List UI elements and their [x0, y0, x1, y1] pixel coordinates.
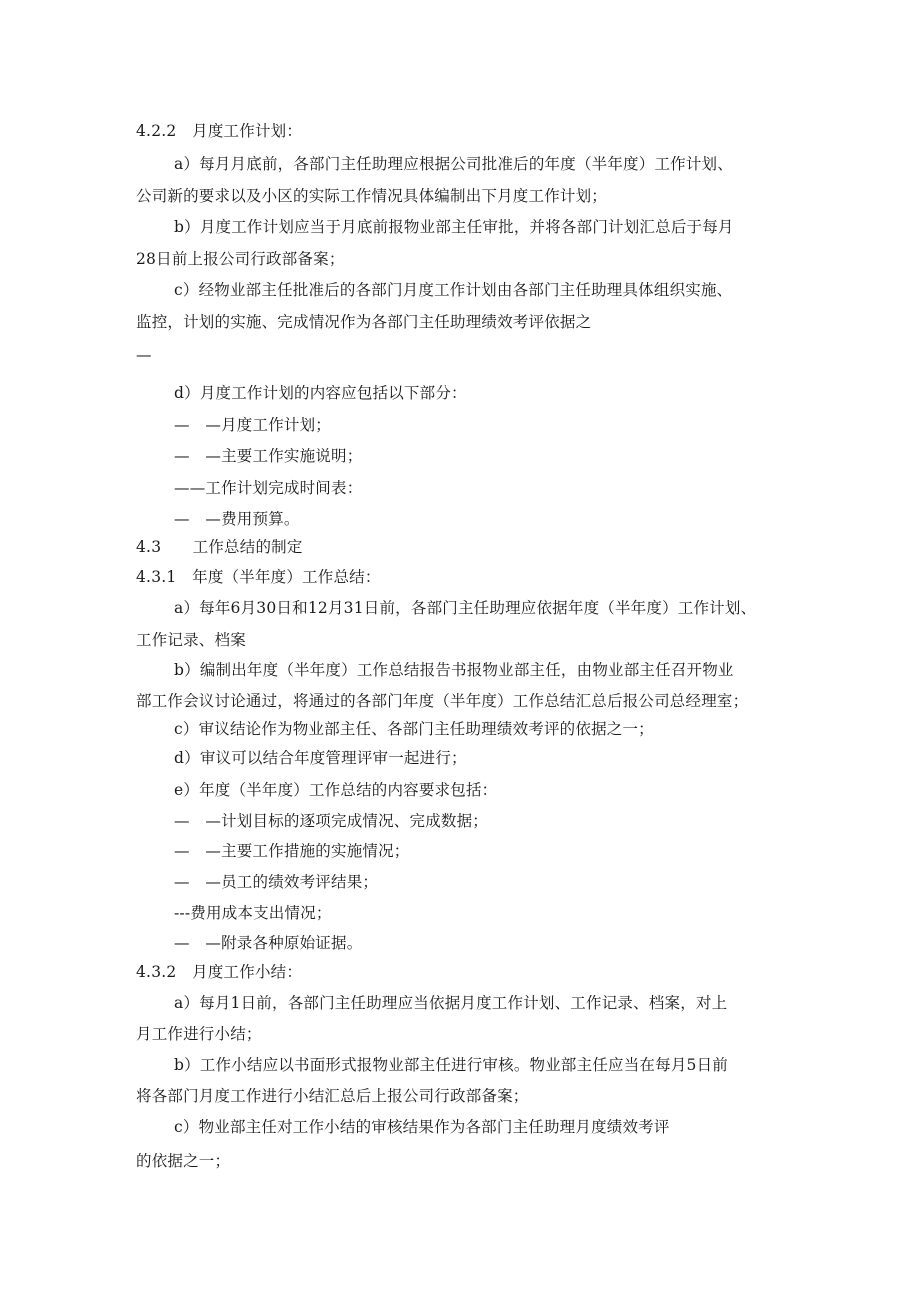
paragraph-line: 的依据之一；	[136, 1152, 231, 1170]
paragraph-line: e）年度（半年度）工作总结的内容要求包括：	[174, 781, 498, 799]
paragraph-line: a）每月月底前，各部门主任助理应根据公司批准后的年度（半年度）工作计划、	[174, 155, 733, 173]
paragraph-line: b）编制出年度（半年度）工作总结报告书报物业部主任，由物业部主任召开物业	[174, 661, 734, 679]
list-item: ---费用成本支出情况；	[174, 904, 332, 922]
list-item: — —附录各种原始证据。	[174, 934, 363, 952]
paragraph-line: 公司新的要求以及小区的实际工作情况具体编制出下月度工作计划；	[136, 187, 608, 205]
paragraph-line: 月工作进行小结；	[136, 1025, 262, 1043]
paragraph-line: 将各部门月度工作进行小结汇总后上报公司行政部备案；	[136, 1087, 529, 1105]
list-item: ——工作计划完成时间表：	[174, 479, 363, 497]
paragraph-line: d）审议可以结合年度管理评审一起进行；	[174, 749, 467, 767]
list-item: — —主要工作实施说明；	[174, 447, 363, 465]
paragraph-line: —	[136, 346, 152, 364]
section-heading-4-3: 4.3 工作总结的制定	[136, 538, 303, 556]
paragraph-line: 部工作会议讨论通过，将通过的各部门年度（半年度）工作总结汇总后报公司总经理室；	[136, 692, 749, 710]
list-item: — —主要工作措施的实施情况；	[174, 842, 410, 860]
paragraph-line: c）物业部主任对工作小结的审核结果作为各部门主任助理月度绩效考评	[174, 1118, 670, 1136]
paragraph-line: a）每年6月30日和12月31日前，各部门主任助理应依据年度（半年度）工作计划、	[174, 599, 757, 617]
paragraph-line: c）审议结论作为物业部主任、各部门主任助理绩效考评的依据之一；	[174, 720, 654, 738]
paragraph-line: 监控，计划的实施、完成情况作为各部门主任助理绩效考评依据之	[136, 313, 592, 331]
list-item: — —计划目标的逐项完成情况、完成数据；	[174, 812, 489, 830]
section-heading-4-3-1: 4.3.1 年度（半年度）工作总结：	[136, 568, 381, 586]
paragraph-line: 28日前上报公司行政部备案；	[136, 250, 345, 268]
paragraph-line: b）工作小结应以书面形式报物业部主任进行审核。物业部主任应当在每月5日前	[174, 1056, 728, 1074]
list-item: — —月度工作计划；	[174, 416, 332, 434]
paragraph-line: b）月度工作计划应当于月底前报物业部主任审批，并将各部门计划汇总后于每月	[174, 218, 734, 236]
paragraph-line: c）经物业部主任批准后的各部门月度工作计划由各部门主任助理具体组织实施、	[174, 281, 733, 299]
paragraph-line: 工作记录、档案	[136, 631, 246, 649]
list-item: — —费用预算。	[174, 510, 300, 528]
section-heading-4-2-2: 4.2.2 月度工作计划：	[136, 122, 303, 140]
paragraph-line: a）每月1日前，各部门主任助理应当依据月度工作计划、工作记录、档案，对上	[174, 994, 728, 1012]
section-heading-4-3-2: 4.3.2 月度工作小结：	[136, 963, 303, 981]
list-item: — —员工的绩效考评结果；	[174, 873, 379, 891]
paragraph-line: d）月度工作计划的内容应包括以下部分：	[174, 384, 467, 402]
